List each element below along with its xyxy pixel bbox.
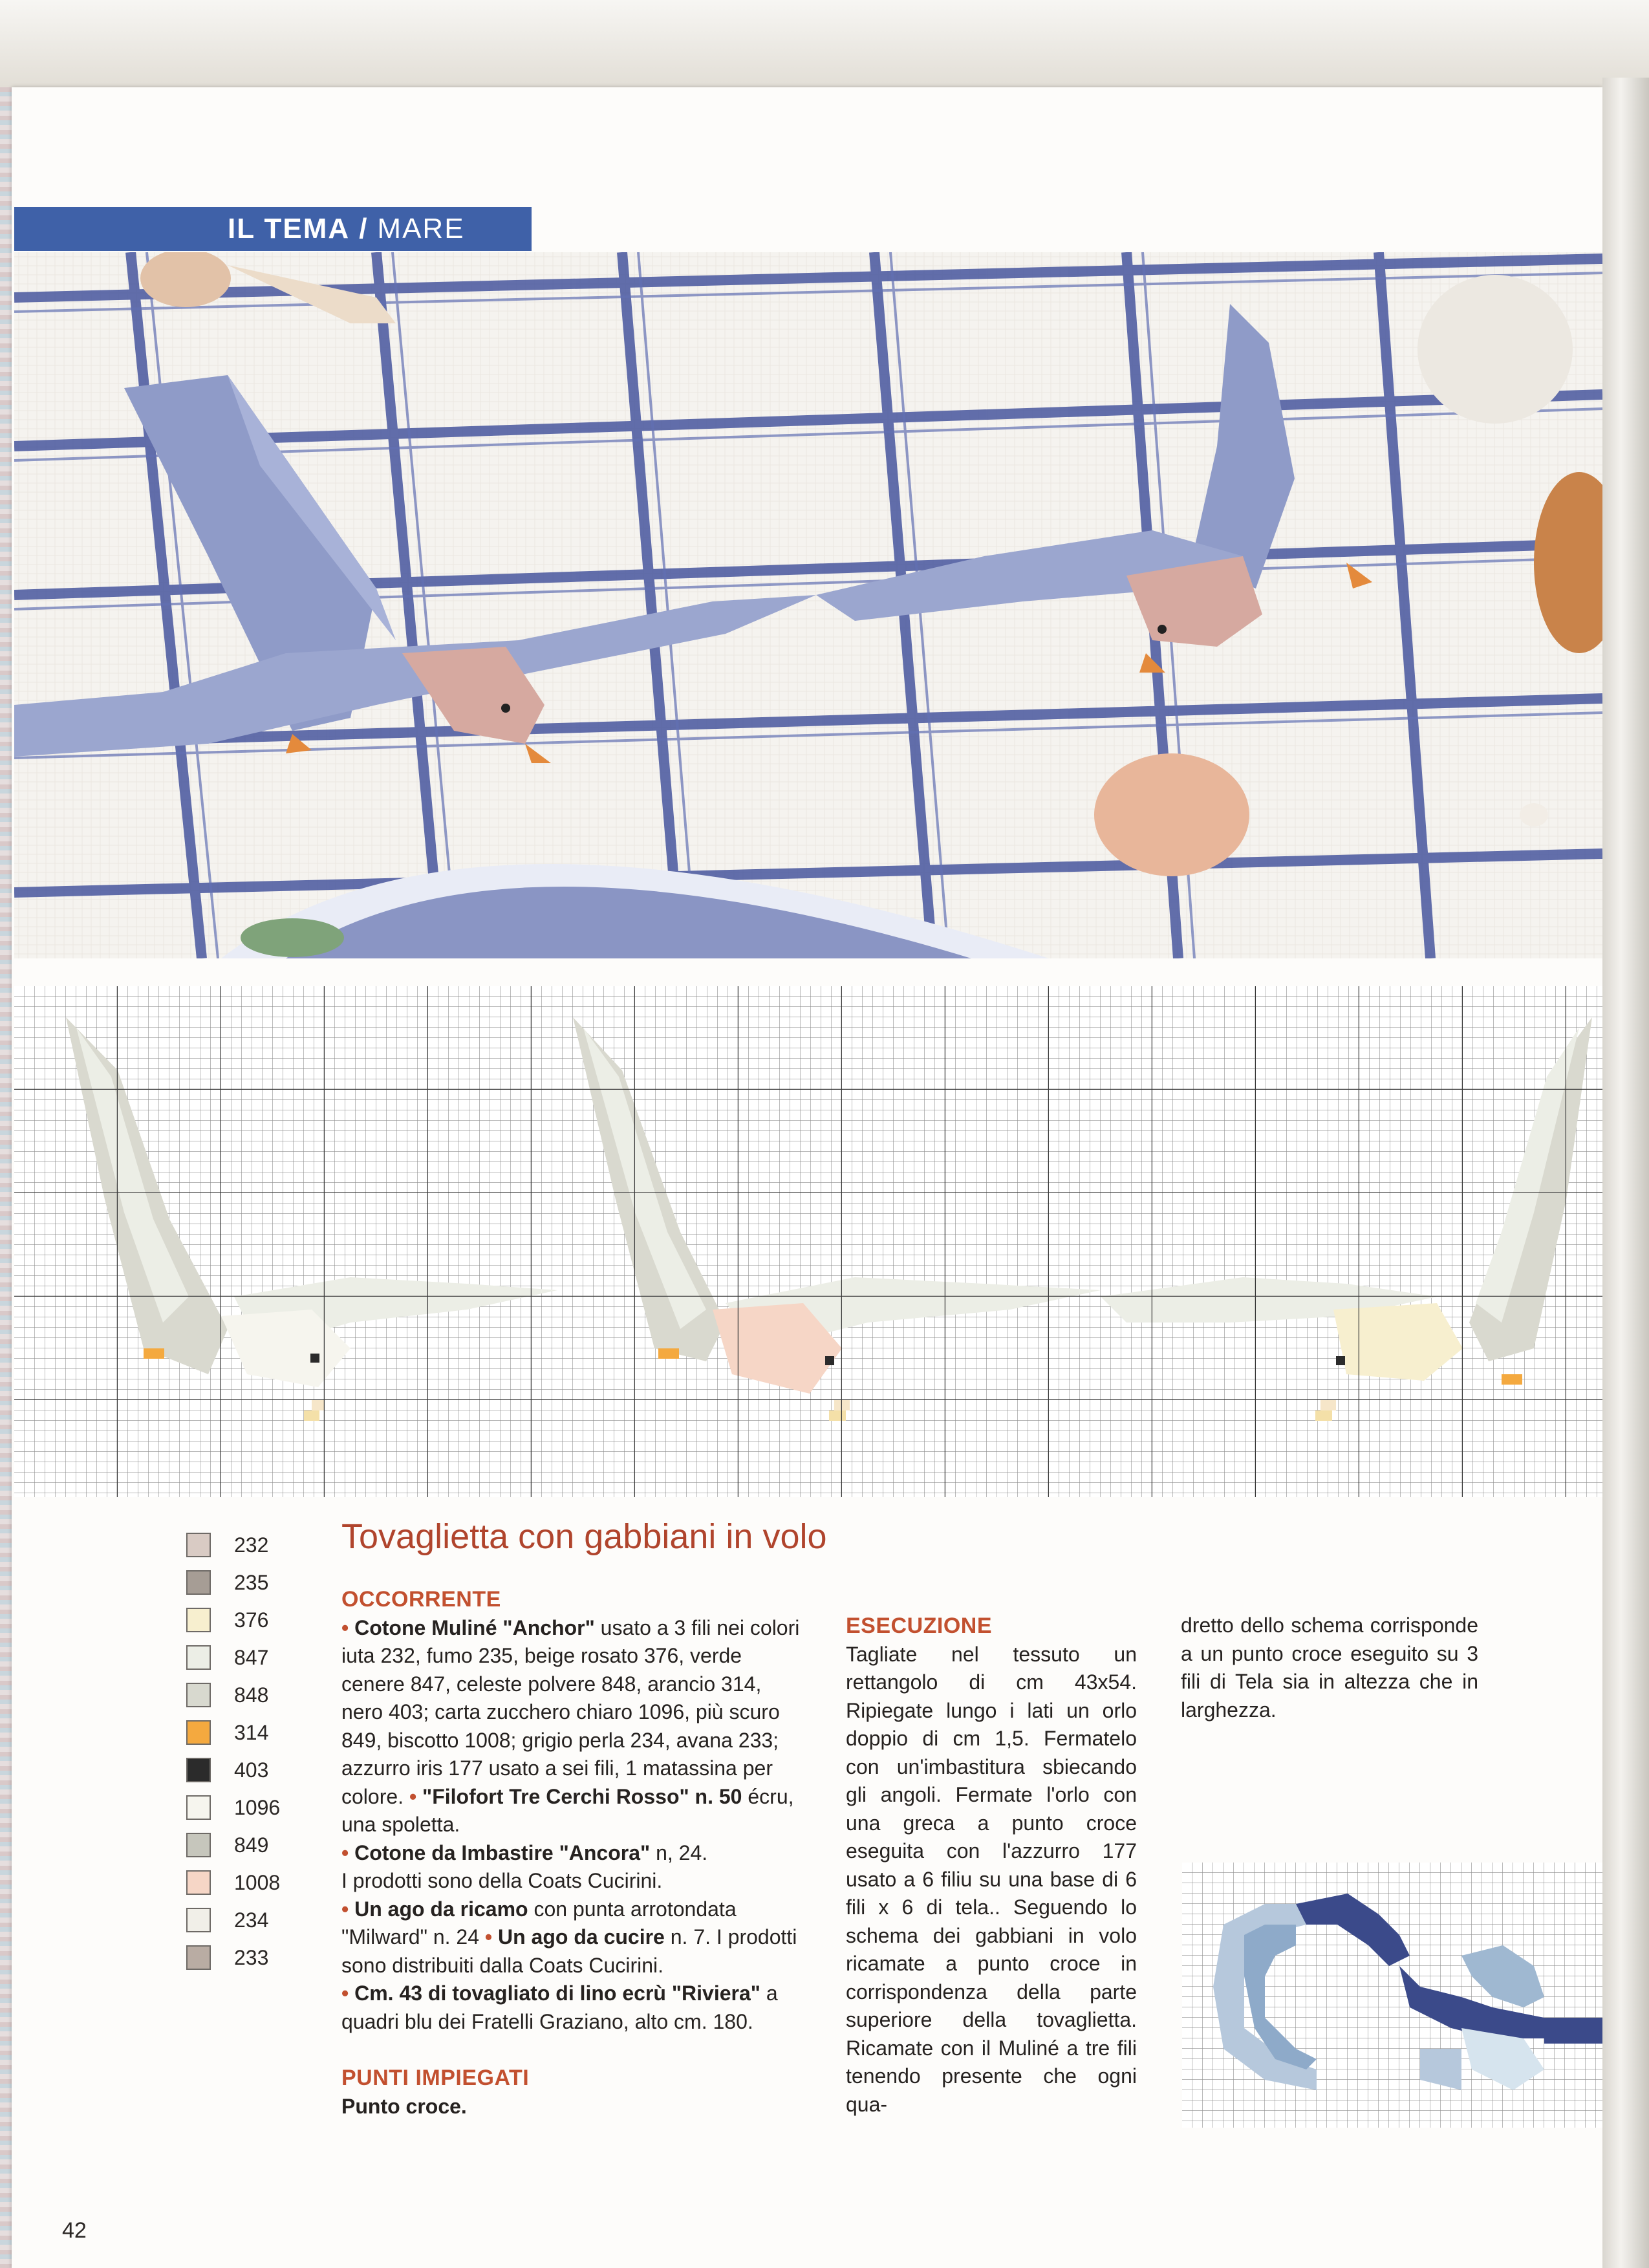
book-spine (1602, 78, 1649, 2268)
bullet-icon: • (341, 1982, 355, 2005)
shell (1094, 753, 1249, 876)
cross-stitch-chart (14, 986, 1602, 1497)
placemat-photo (14, 252, 1602, 958)
section-separator: / (359, 213, 369, 244)
legend-item (186, 1789, 335, 1826)
shell (1520, 803, 1548, 826)
stitches-text: Punto croce. (341, 2094, 467, 2118)
materials-paragraph (341, 1895, 807, 1980)
legend-item (186, 1901, 335, 1939)
materials-item-text: écru, una spoletta. (341, 1784, 794, 1836)
section-header (14, 207, 532, 251)
materials-item-text: n, 24. (650, 1841, 708, 1864)
instructions-text: Tagliate nel tessuto un rettangolo di cm 43x54. Ripiegate lungo i lati un orlo doppio di cm 1,5. Fermatelo con un'imbastitura sbiecando gli angoli. Fermate l'orlo con una greca a punto croce eseguita con l'azzurro 177 usato a 6 filiu su una base di 6 fili x 6 di tela.. Seguendo lo schema dei gabbiani in volo ricamate a punto croce in corrispondenza della parte superiore della tovaglietta. Ricamate con il Muliné a tre fili tenendo presente che ogni qua- (846, 1642, 1137, 2116)
bullet-icon: • (341, 1841, 355, 1864)
border-pattern-chart-grid (1182, 1863, 1602, 2128)
materials-item-title: "Filofort Tre Cerchi Rosso" n. 50 (422, 1784, 742, 1808)
stitches-heading: PUNTI IMPIEGATI (341, 2066, 530, 2090)
instructions-continuation-column (1181, 1612, 1478, 1724)
legend-item (186, 1714, 335, 1751)
legend-code: 849 (234, 1833, 269, 1857)
section-topic: MARE (377, 213, 465, 244)
color-swatch (186, 1870, 211, 1895)
materials-item-title: Un ago da cucire (498, 1925, 665, 1949)
legend-code: 376 (234, 1608, 269, 1632)
instructions-continuation-text: dretto dello schema corrisponde a un punto croce eseguito su 3 fili di Tela sia in altezza che in larghezza. (1181, 1614, 1478, 1722)
cross-stitch-chart-grid (14, 986, 1602, 1497)
color-swatch (186, 1908, 211, 1932)
instructions-column (846, 1612, 1137, 2119)
color-swatch (186, 1608, 211, 1632)
bullet-icon: • (341, 1897, 355, 1921)
materials-paragraph (341, 1980, 807, 2036)
color-swatch (186, 1758, 211, 1782)
color-swatch (186, 1533, 211, 1557)
page-number: 42 (62, 2218, 87, 2243)
materials-item-text: usato a 3 fili nei colori iuta 232, fumo 235, beige rosato 376, verde cenere 847, celeste polvere 848, arancio 314, nero 403; carta zucchero chiaro 1096, più scuro 849, biscotto 1008; grigio perla 234, avana 233; azzurro iris 177 usato a sei fili, 1 matassina per colore. (341, 1615, 800, 1808)
legend-item (186, 1751, 335, 1789)
legend-item (186, 1639, 335, 1676)
border-pattern-chart (1182, 1863, 1602, 2128)
legend-item (186, 1826, 335, 1864)
materials-item-text: con punta arrotondata "Milward" n. 24 (341, 1897, 737, 1949)
legend-code: 1096 (234, 1795, 281, 1819)
color-swatch (186, 1683, 211, 1707)
legend-item (186, 1601, 335, 1639)
page-left-edge (0, 87, 12, 2268)
bullet-icon: • (341, 1615, 355, 1639)
legend-item (186, 1526, 335, 1564)
legend-item (186, 1564, 335, 1601)
bullet-icon: • (484, 1925, 498, 1949)
legend-item (186, 1864, 335, 1901)
color-swatch (186, 1833, 211, 1857)
color-swatch (186, 1945, 211, 1970)
materials-column (341, 1586, 807, 2121)
materials-item-title: Cotone Muliné "Anchor" (354, 1615, 595, 1639)
legend-code: 232 (234, 1533, 269, 1557)
legend-item (186, 1939, 335, 1976)
color-swatch (186, 1645, 211, 1670)
materials-item-text: n. 7. I prodotti sono distribuiti dalla Coats Cucirini. (341, 1925, 797, 1977)
legend-code: 314 (234, 1720, 269, 1744)
legend-code: 235 (234, 1570, 269, 1594)
materials-item-title: Cotone da Imbastire "Ancora" (354, 1841, 651, 1864)
legend-code: 1008 (234, 1870, 281, 1894)
color-swatch (186, 1570, 211, 1595)
color-swatch (186, 1795, 211, 1820)
materials-paragraph (341, 1839, 807, 1868)
materials-item-title: Cm. 43 di tovagliato di lino ecrù "Riviera" (354, 1982, 760, 2005)
color-swatch (186, 1720, 211, 1745)
legend-code: 848 (234, 1683, 269, 1707)
placemat-photo-illustration (14, 252, 1602, 958)
materials-paragraph (341, 1614, 807, 1839)
legend-item (186, 1676, 335, 1714)
legend-code: 403 (234, 1758, 269, 1782)
bullet-icon: • (409, 1784, 423, 1808)
section-label: IL TEMA (228, 213, 350, 244)
materials-item-text: a quadri blu dei Fratelli Graziano, alto cm. 180. (341, 1982, 778, 2033)
legend-code: 847 (234, 1645, 269, 1669)
page-top-edge (0, 0, 1649, 87)
materials-paragraph: I prodotti sono della Coats Cucirini. (341, 1869, 663, 1892)
article-title: Tovaglietta con gabbiani in volo (341, 1517, 827, 1556)
legend-code: 233 (234, 1945, 269, 1969)
legend-code: 234 (234, 1908, 269, 1932)
leaf (241, 918, 344, 957)
shell (1417, 275, 1573, 424)
thread-color-legend (186, 1526, 335, 1976)
materials-heading: OCCORRENTE (341, 1587, 501, 1612)
materials-item-title: Un ago da ricamo (354, 1897, 528, 1921)
instructions-heading: ESECUZIONE (846, 1614, 993, 1638)
